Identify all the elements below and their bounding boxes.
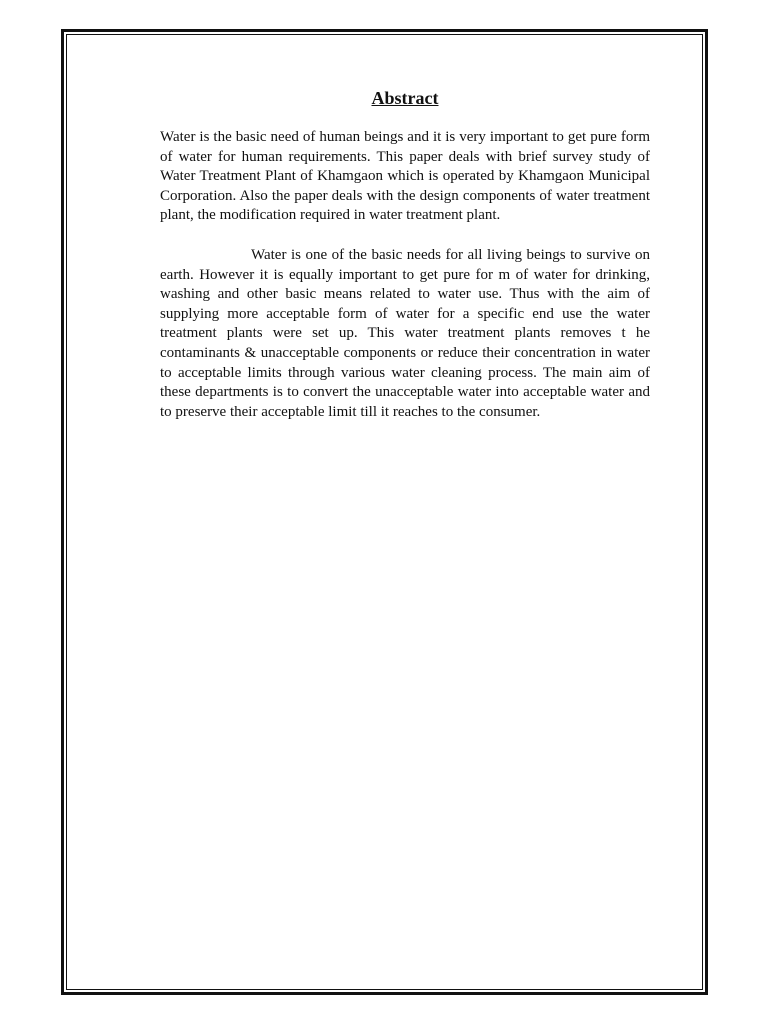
- abstract-title: Abstract: [371, 88, 439, 108]
- abstract-paragraph-2: Water is one of the basic needs for all living beings to survive on earth. However it is equally important to get pure for m of water for drinking, washing and other basic means related to water use. Thus with the aim of supplying more acceptable form of water for a specific end use the water treatment plants were set up. This water treatment plants removes t he contaminants & unacceptable components or reduce their concentration in water to acceptable limits through various water cleaning process. The main aim of these departments is to convert the unacceptable water into acceptable water and to preserve their acceptable limit till it reaches to the consumer.: [160, 246, 650, 420]
- abstract-paragraph-1: Water is the basic need of human beings and it is very important to get pure form of water for human requirements. This paper deals with brief survey study of Water Treatment Plant of Khamgaon which is operated by Khamgaon Municipal Corporation. Also the paper deals with the design components of water treatment plant, the modification required in water treatment plant.: [160, 129, 650, 224]
- page-content: [160, 86, 650, 422]
